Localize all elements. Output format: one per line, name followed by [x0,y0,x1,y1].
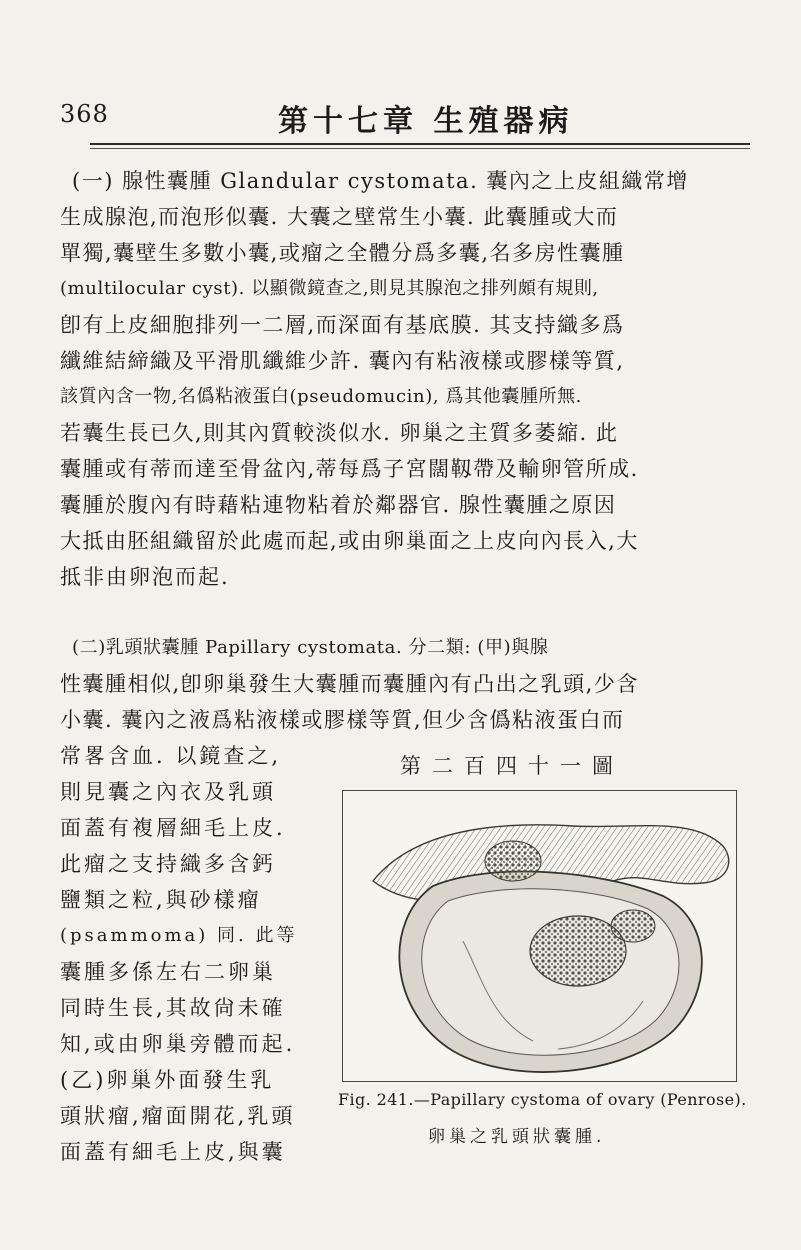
text-line: 囊腫於腹內有時藉粘連物粘着於鄰器官. 腺性囊腫之原因 [60,493,617,517]
header-rule-thin [90,148,750,149]
text-line: 單獨,囊壁生多數小囊,或瘤之全體分爲多囊,名多房性囊腫 [60,241,625,265]
text-line: 囊腫或有蒂而達至骨盆內,蒂每爲子宮闊靱帶及輸卵管所成. [60,457,639,481]
section-glandular-cystomata [60,163,766,595]
text-line: (一) 腺性囊腫 Glandular cystomata. 囊內之上皮組織常增 [72,169,689,193]
text-line: 若囊生長已久,則其內質較淡似水. 卵巢之主質多萎縮. 此 [60,421,619,445]
text-line: 纖維結締織及平滑肌纖維少許. 囊內有粘液樣或膠樣等質, [60,349,625,373]
text-line: 小囊. 囊內之液爲粘液樣或膠樣等質,但少含僞粘液蛋白而 [60,708,625,732]
page-header [60,96,760,146]
text-line: 囊腫多係左右二卵巢 [60,960,276,984]
text-line: 該質內含一物,名僞粘液蛋白(pseudomucin), 爲其他囊腫所無. [60,386,582,407]
text-line: 鹽類之粒,與砂樣瘤 [60,888,262,912]
text-line: 生成腺泡,而泡形似囊. 大囊之壁常生小囊. 此囊腫或大而 [60,205,619,229]
figure-illustration [342,790,737,1082]
ovary-cystoma-drawing [343,791,736,1081]
text-line: 頭狀瘤,瘤面開花,乳頭 [60,1104,296,1128]
section-papillary-cystomata [60,630,766,738]
papilla-cluster-upper [485,841,541,881]
text-line: (psammoma) 同. 此等 [60,925,298,946]
papilla-cluster-side [611,910,655,942]
header-rule [90,143,750,145]
text-line: 知,或由卵巢旁體而起. [60,1032,296,1056]
text-line: 面蓋有細毛上皮,與囊 [60,1140,286,1164]
section-papillary-continued [60,738,330,1170]
text-line: 同時生長,其故尙未確 [60,996,286,1020]
text-line: (乙)卵巢外面發生乳 [60,1068,275,1092]
text-line: (multilocular cyst). 以顯微鏡查之,則見其腺泡之排列頗有規則, [60,278,599,299]
text-line: 常畧含血. 以鏡查之, [60,744,282,768]
text-line: 面蓋有複層細毛上皮. [60,816,286,840]
figure-title: 第二百四十一圖 [400,754,624,778]
text-line: 性囊腫相似,卽卵巢發生大囊腫而囊腫內有凸出之乳頭,少含 [60,672,639,696]
text-line: 大抵由胚組織留於此處而起,或由卵巢面之上皮向內長入,大 [60,529,639,553]
figure-caption-english: Fig. 241.—Papillary cystoma of ovary (Penrose). [338,1090,747,1109]
text-line: 此瘤之支持織多含鈣 [60,852,276,876]
text-line: (二)乳頭狀囊腫 Papillary cystomata. 分二類: (甲)與腺 [72,637,549,658]
running-title: 第十七章 生殖器病 [278,104,574,139]
figure-caption-chinese: 卵巢之乳頭狀囊腫. [428,1127,606,1147]
text-line: 則見囊之內衣及乳頭 [60,780,276,804]
text-line: 卽有上皮細胞排列一二層,而深面有基底膜. 其支持織多爲 [60,313,625,337]
text-line: 抵非由卵泡而起. [60,565,230,589]
page-number: 368 [60,100,109,128]
figure-241 [338,750,760,1147]
